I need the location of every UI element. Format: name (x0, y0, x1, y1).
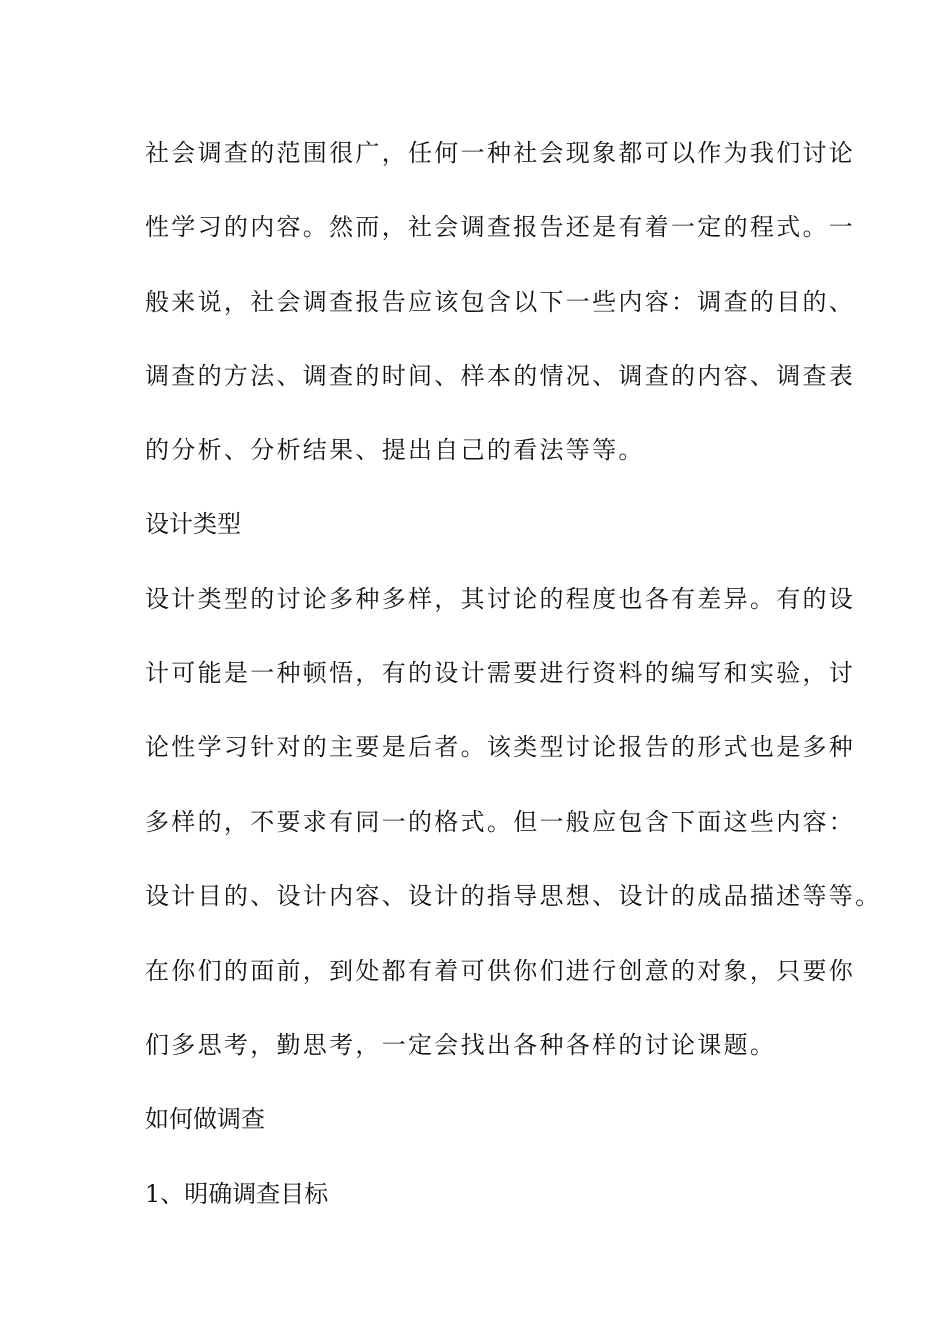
subsection-heading: 1、明确调查目标 (145, 1180, 329, 1208)
paragraph-line: 多样的，不要求有同一的格式。但一般应包含下面这些内容： (145, 808, 856, 836)
section-heading: 设计类型 (145, 510, 241, 538)
paragraph-line: 设计目的、设计内容、设计的指导思想、设计的成品描述等等。 (145, 882, 882, 910)
paragraph-line: 论性学习针对的主要是后者。该类型讨论报告的形式也是多种 (145, 733, 856, 761)
paragraph-line: 性学习的内容。然而，社会调查报告还是有着一定的程式。一 (145, 213, 856, 241)
paragraph-line: 们多思考，勤思考，一定会找出各种各样的讨论课题。 (145, 1031, 777, 1059)
paragraph-line: 设计类型的讨论多种多样，其讨论的程度也各有差异。有的设 (145, 585, 856, 613)
paragraph-line: 社会调查的范围很广，任何一种社会现象都可以作为我们讨论 (145, 139, 856, 167)
paragraph-line: 在你们的面前，到处都有着可供你们进行创意的对象，只要你 (145, 957, 856, 985)
paragraph-line: 的分析、分析结果、提出自己的看法等等。 (145, 436, 645, 464)
paragraph-line: 计可能是一种顿悟，有的设计需要进行资料的编写和实验，讨 (145, 659, 856, 687)
paragraph-line: 调查的方法、调查的时间、样本的情况、调查的内容、调查表 (145, 362, 856, 390)
section-heading: 如何做调查 (145, 1105, 265, 1133)
paragraph-line: 般来说，社会调查报告应该包含以下一些内容：调查的目的、 (145, 288, 856, 316)
